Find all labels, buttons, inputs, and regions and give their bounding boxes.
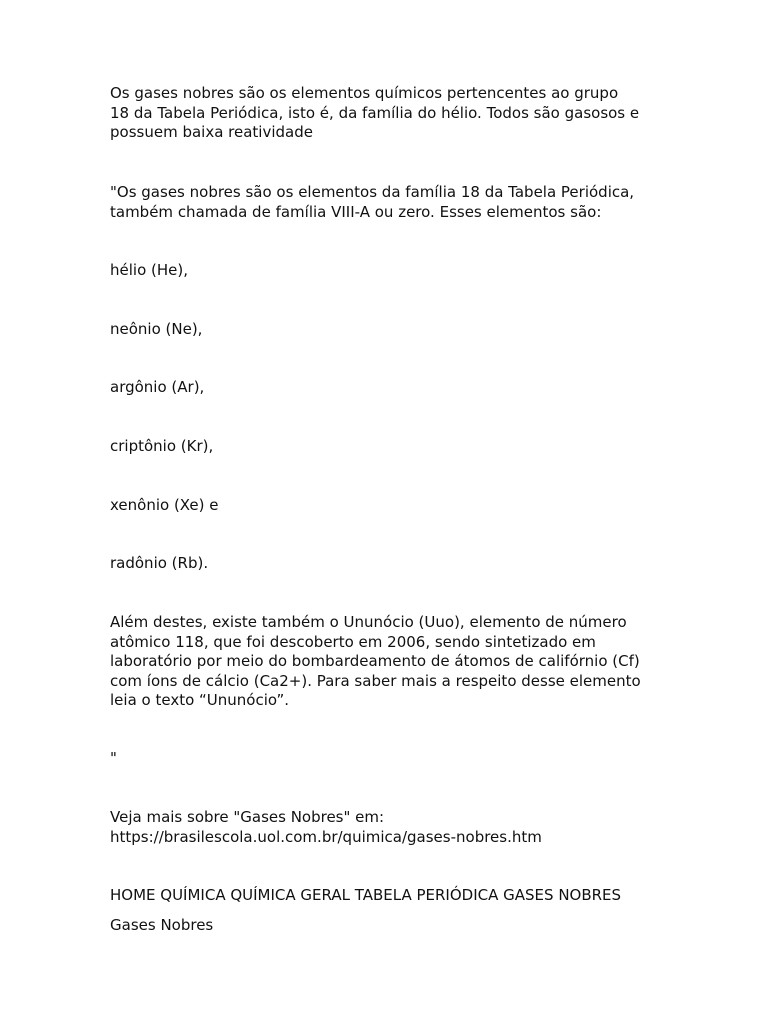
source-paragraph: Veja mais sobre "Gases Nobres" em: https://brasilescola.uol.com.br/quimica/gases-nobres.htm bbox=[110, 808, 542, 846]
quote-paragraph: "Os gases nobres são os elementos da família 18 da Tabela Periódica, também chamada de família VIII-A ou zero. Esses elementos são: bbox=[110, 183, 635, 221]
page-heading: Gases Nobres bbox=[110, 916, 214, 934]
breadcrumb: HOME QUÍMICA QUÍMICA GERAL TABELA PERIÓDICA GASES NOBRES bbox=[110, 886, 622, 904]
document-page bbox=[110, 0, 670, 1024]
element-argonio: argônio (Ar), bbox=[110, 378, 205, 396]
element-criptonio: criptônio (Kr), bbox=[110, 437, 214, 455]
ununocio-paragraph: Além destes, existe também o Ununócio (Uuo), elemento de número atômico 118, que foi descoberto em 2006, sendo sintetizado em laboratório por meio do bombardeamento de átomos de califórnio (Cf) com íons de cálcio (Ca2+). Para saber mais a respeito desse elemento leia o texto “Ununócio”. bbox=[110, 613, 641, 709]
intro-paragraph: Os gases nobres são os elementos químicos pertencentes ao grupo 18 da Tabela Periódica, isto é, da família do hélio. Todos são gasosos e possuem baixa reatividade bbox=[110, 84, 640, 141]
element-xenonio: xenônio (Xe) e bbox=[110, 496, 219, 514]
element-radonio: radônio (Rb). bbox=[110, 554, 209, 572]
closing-quote: " bbox=[110, 749, 117, 767]
element-neonio: neônio (Ne), bbox=[110, 320, 203, 338]
element-helio: hélio (He), bbox=[110, 261, 188, 279]
